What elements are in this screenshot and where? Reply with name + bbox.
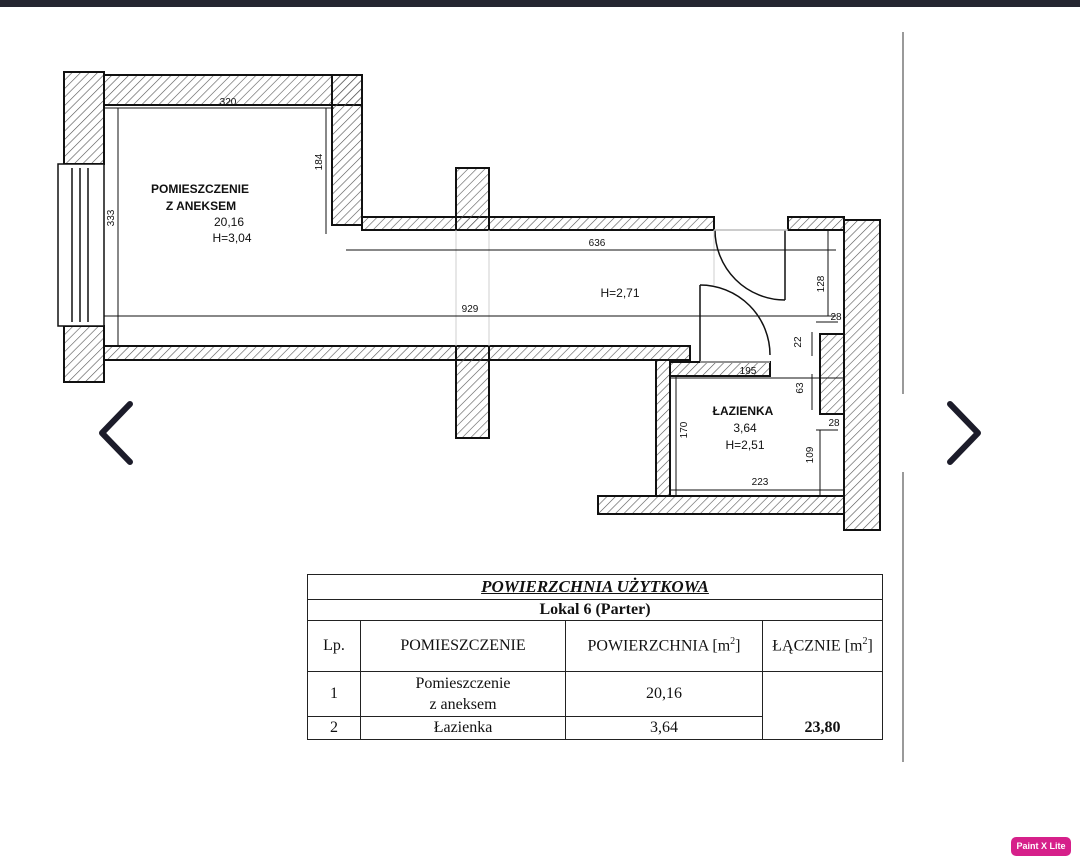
row-2-room: Łazienka xyxy=(361,717,566,740)
dim-22: 22 xyxy=(793,336,804,348)
room-2-height: H=2,51 xyxy=(725,438,765,452)
row-2-lp: 2 xyxy=(308,717,361,740)
wall-bath-left xyxy=(656,360,670,496)
dim-636: 636 xyxy=(588,238,606,249)
table-subtitle: Lokal 6 (Parter) xyxy=(308,600,883,621)
header-area-label: POWIERZCHNIA [m xyxy=(587,637,731,655)
wall-right xyxy=(844,220,880,530)
total-area: 23,80 xyxy=(763,672,883,740)
app-badge: Paint X Lite xyxy=(1011,837,1071,856)
shaft xyxy=(820,334,844,414)
row-1-room-line2: z aneksem xyxy=(429,696,497,713)
dim-320: 320 xyxy=(219,97,237,108)
corridor-height: H=2,71 xyxy=(600,286,640,300)
header-area-close: ] xyxy=(735,637,741,655)
room-1-name-line1: POMIESZCZENIE xyxy=(150,182,250,196)
room-1-area: 20,16 xyxy=(213,215,245,229)
dim-28-bottom: 28 xyxy=(828,418,840,429)
wall-left-top xyxy=(64,72,104,164)
header-room: POMIESZCZENIE xyxy=(361,621,566,672)
dim-28-top: 28 xyxy=(830,312,842,323)
header-total-close: ] xyxy=(867,637,873,655)
dim-184: 184 xyxy=(314,153,325,171)
dim-170: 170 xyxy=(679,421,690,439)
header-total-unit: 2 xyxy=(862,636,868,648)
wall-left-bottom xyxy=(64,326,104,382)
chevron-right-icon xyxy=(944,400,984,466)
header-area xyxy=(566,621,763,672)
room-1-height: H=3,04 xyxy=(212,231,252,245)
room-2-name: ŁAZIENKA xyxy=(712,404,774,418)
header-lp: Lp. xyxy=(308,621,361,672)
room-2-area: 3,64 xyxy=(733,421,757,435)
row-1-room xyxy=(361,672,566,717)
pillar-bottom xyxy=(456,346,489,438)
header-total-label: ŁĄCZNIE [m xyxy=(772,637,863,655)
table-row xyxy=(308,672,883,717)
row-1-room-line1: Pomieszczenie xyxy=(415,675,511,692)
row-1-area: 20,16 xyxy=(566,672,763,717)
wall-corridor-top xyxy=(362,217,714,230)
door-bathroom xyxy=(700,285,770,362)
header-area-unit: 2 xyxy=(730,636,736,648)
window xyxy=(58,164,104,326)
chevron-left-icon xyxy=(96,400,136,466)
wall-bath-bottom xyxy=(598,496,844,514)
table-header-row xyxy=(308,621,883,672)
next-image-button[interactable] xyxy=(944,400,984,466)
wall-bottom-room xyxy=(104,346,690,360)
row-2-area: 3,64 xyxy=(566,717,763,740)
wall-top-room-right xyxy=(332,75,362,225)
pillar-top xyxy=(456,168,489,230)
dim-929: 929 xyxy=(461,304,479,315)
header-total xyxy=(763,621,883,672)
dim-223: 223 xyxy=(751,477,769,488)
room-1-name-line2: Z ANEKSEM xyxy=(165,199,237,213)
area-table xyxy=(307,574,883,740)
dim-333: 333 xyxy=(106,209,117,227)
wall-corridor-top-right xyxy=(788,217,844,230)
row-1-lp: 1 xyxy=(308,672,361,717)
dim-195: 195 xyxy=(739,366,757,377)
dim-109: 109 xyxy=(805,446,816,464)
table-title: POWIERZCHNIA UŻYTKOWA xyxy=(308,575,883,600)
previous-image-button[interactable] xyxy=(96,400,136,466)
dim-128: 128 xyxy=(816,275,827,293)
dim-63: 63 xyxy=(795,382,806,394)
